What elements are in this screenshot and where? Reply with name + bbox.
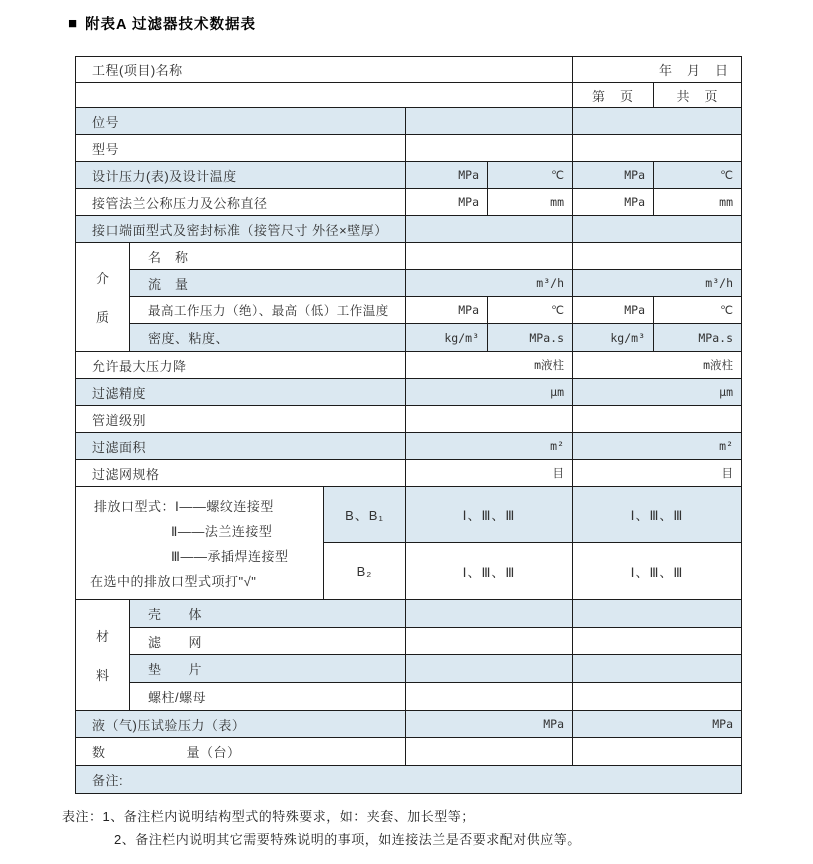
unit-celsius: ℃ xyxy=(488,297,573,323)
row-quantity xyxy=(76,738,741,766)
row-test-pressure xyxy=(76,711,741,738)
row-material-studs xyxy=(130,683,741,710)
unit-mpa: MPa xyxy=(406,162,488,188)
material-gasket-label: 垫 片 xyxy=(130,655,406,682)
drain-type-line-1: 排放口型式：Ⅰ——螺纹连接型 xyxy=(94,499,274,514)
pipe-class-label: 管道级别 xyxy=(76,406,406,432)
drain-code-b2: B₂ xyxy=(324,543,406,599)
medium-group-label xyxy=(76,243,130,351)
filter-area-label: 过滤面积 xyxy=(76,433,406,459)
unit-micron: μm xyxy=(406,379,573,405)
empty-field-cell xyxy=(573,108,741,134)
empty-field-cell xyxy=(573,738,741,765)
tag-label: 位号 xyxy=(76,108,406,134)
empty-field-cell xyxy=(573,655,741,682)
material-group-label xyxy=(76,600,130,710)
square-bullet-icon: ■ xyxy=(68,15,79,32)
empty-field-cell xyxy=(406,243,573,269)
row-density-viscosity xyxy=(130,324,741,351)
unit-kgm3: kg/m³ xyxy=(406,324,488,351)
flange-label: 接管法兰公称压力及公称直径 xyxy=(76,189,406,215)
page-title xyxy=(68,13,256,34)
row-tag-number xyxy=(76,108,741,135)
material-screen-label: 滤 网 xyxy=(130,628,406,654)
test-pressure-label: 液（气)压试验压力（表） xyxy=(76,711,406,737)
empty-field-cell xyxy=(406,738,573,765)
unit-mpa: MPa xyxy=(712,717,733,731)
empty-field-cell xyxy=(406,216,573,242)
row-material-gasket xyxy=(130,655,741,683)
mesh-spec-label: 过滤网规格 xyxy=(76,460,406,486)
row-flange xyxy=(76,189,741,216)
unit-mm: mm xyxy=(719,195,733,209)
drain-type-check-note: 在选中的排放口型式项打"√" xyxy=(90,574,257,589)
remarks-label: 备注: xyxy=(92,773,124,788)
material-group-section xyxy=(76,600,741,711)
unit-mpa: MPa xyxy=(406,711,573,737)
drain-code-b-b1: B、B₁ xyxy=(324,487,406,542)
unit-m3h: m³/h xyxy=(406,270,573,296)
unit-mesh: 目 xyxy=(406,460,573,486)
unit-m3h: m³/h xyxy=(705,276,733,290)
empty-field-cell xyxy=(573,628,741,654)
empty-field-cell xyxy=(406,683,573,710)
drain-port-rows xyxy=(324,487,741,599)
note-line-2: 2、备注栏内说明其它需要特殊说明的事项，如连接法兰是否要求配对供应等。 xyxy=(114,832,581,847)
row-pipe-class xyxy=(76,406,741,433)
page-number-label: 第 页 xyxy=(573,83,654,107)
medium-group-char-top: 介 xyxy=(95,271,109,287)
unit-mpas: MPa.s xyxy=(698,330,733,345)
unit-m2: m² xyxy=(719,439,733,453)
empty-field-cell xyxy=(406,628,573,654)
note-line-1: 表注：1、备注栏内说明结构型式的特殊要求，如：夹套、加长型等； xyxy=(62,809,475,824)
date-label: 年 月 日 xyxy=(658,63,729,78)
row-filter-area xyxy=(76,433,741,460)
material-group-char-top: 材 xyxy=(95,629,109,644)
row-max-working xyxy=(130,297,741,324)
flow-rate-label: 流 量 xyxy=(130,270,406,296)
drain-port-section xyxy=(76,487,741,600)
row-remarks xyxy=(76,766,741,793)
drain-type-line-2: Ⅱ——法兰连接型 xyxy=(171,524,273,539)
empty-field-cell xyxy=(406,406,573,432)
unit-m-liquid-column: m液柱 xyxy=(703,358,733,372)
material-group-rows xyxy=(130,600,741,710)
material-shell-label: 壳 体 xyxy=(130,600,406,627)
row-precision xyxy=(76,379,741,406)
material-studs-label: 螺柱/螺母 xyxy=(130,683,406,710)
row-drain-b2 xyxy=(324,543,741,599)
row-page-numbers xyxy=(76,83,741,108)
empty-field-cell xyxy=(573,406,741,432)
unit-celsius: ℃ xyxy=(720,168,733,182)
empty-field-cell xyxy=(406,600,573,627)
row-design-pressure xyxy=(76,162,741,189)
empty-field-cell xyxy=(406,108,573,134)
unit-kgm3: kg/m³ xyxy=(573,324,654,351)
unit-m2: m² xyxy=(406,433,573,459)
table-notes xyxy=(62,805,581,851)
row-pressure-drop xyxy=(76,352,741,379)
unit-micron: μm xyxy=(719,385,733,399)
interface-label: 接口端面型式及密封标准（接管尺寸 外径×壁厚） xyxy=(76,216,406,242)
material-group-char-bottom: 料 xyxy=(95,668,109,683)
unit-m-liquid-column: m液柱 xyxy=(406,352,573,378)
empty-field-cell xyxy=(406,135,573,161)
quantity-label: 数 量（台） xyxy=(76,738,406,765)
empty-field-cell xyxy=(76,83,573,107)
row-medium-name xyxy=(130,243,741,270)
medium-group-rows xyxy=(130,243,741,351)
project-name-label: 工程(项目)名称 xyxy=(76,57,573,82)
medium-group-section xyxy=(76,243,741,352)
total-pages-label: 共 页 xyxy=(676,88,719,104)
empty-field-cell xyxy=(573,243,741,269)
design-pressure-label: 设计压力(表)及设计温度 xyxy=(76,162,406,188)
medium-name-label: 名 称 xyxy=(130,243,406,269)
row-drain-b-b1 xyxy=(324,487,741,543)
medium-group-char-bottom: 质 xyxy=(95,309,109,325)
unit-celsius: ℃ xyxy=(720,303,733,317)
filter-technical-data-table xyxy=(75,56,742,794)
drain-options-left: Ⅰ、Ⅲ、Ⅲ xyxy=(406,543,573,599)
row-mesh-spec xyxy=(76,460,741,487)
unit-mpa: MPa xyxy=(573,297,654,323)
max-working-label: 最高工作压力（绝）、最高（低）工作温度 xyxy=(130,297,406,323)
empty-field-cell xyxy=(573,600,741,627)
unit-celsius: ℃ xyxy=(488,162,573,188)
model-label: 型号 xyxy=(76,135,406,161)
row-model xyxy=(76,135,741,162)
row-project-name xyxy=(76,57,741,83)
unit-mpa: MPa xyxy=(406,297,488,323)
row-material-screen xyxy=(130,628,741,655)
drain-type-line-3: Ⅲ——承插焊连接型 xyxy=(171,549,289,564)
unit-mesh: 目 xyxy=(721,466,733,480)
row-interface xyxy=(76,216,741,243)
row-material-shell xyxy=(130,600,741,628)
drain-options-left: Ⅰ、Ⅲ、Ⅲ xyxy=(406,487,573,542)
empty-field-cell xyxy=(573,135,741,161)
density-viscosity-label: 密度、粘度、 xyxy=(130,324,406,351)
unit-mpa: MPa xyxy=(406,189,488,215)
empty-field-cell xyxy=(573,216,741,242)
unit-mpa: MPa xyxy=(573,162,654,188)
drain-options-right: Ⅰ、Ⅲ、Ⅲ xyxy=(630,564,684,580)
drain-port-legend xyxy=(76,487,324,599)
empty-field-cell xyxy=(406,655,573,682)
row-flow-rate xyxy=(130,270,741,297)
drain-options-right: Ⅰ、Ⅲ、Ⅲ xyxy=(630,508,684,523)
pressure-drop-label: 允许最大压力降 xyxy=(76,352,406,378)
unit-mpa: MPa xyxy=(573,189,654,215)
empty-field-cell xyxy=(573,683,741,710)
unit-mm: mm xyxy=(488,189,573,215)
precision-label: 过滤精度 xyxy=(76,379,406,405)
unit-mpas: MPa.s xyxy=(488,324,573,351)
page-title-text: 附表A 过滤器技术数据表 xyxy=(85,17,257,33)
